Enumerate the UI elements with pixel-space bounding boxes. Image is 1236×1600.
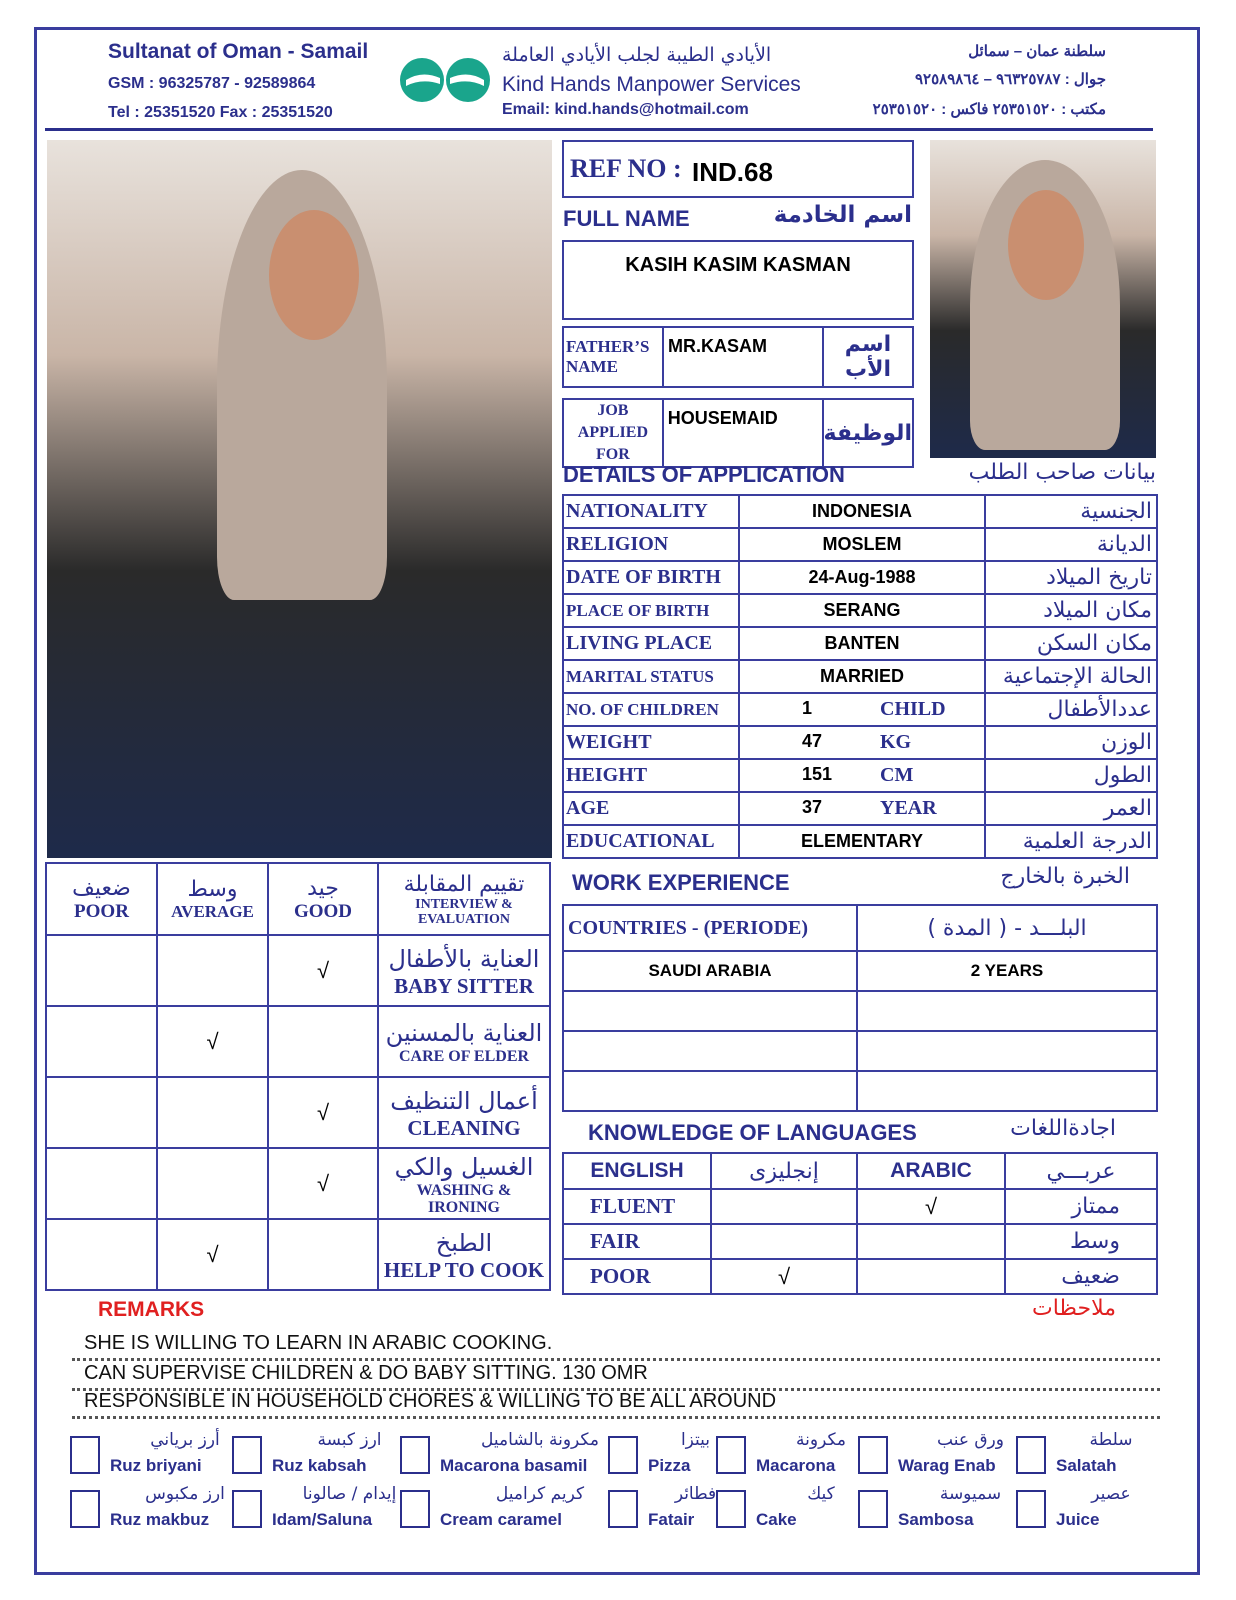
dish-checkbox[interactable] [70,1436,100,1474]
work-exp-row [563,951,1157,991]
eval-skill: BABY SITTER [394,973,534,998]
dish-name-en: Ruz kabsah [272,1456,367,1475]
details-value: INDONESIA [811,501,912,521]
english-level-cell[interactable] [711,1189,857,1224]
details-label-ar: مكان السكن [1036,631,1152,656]
details-label: PLACE OF BIRTH [566,600,710,620]
job-label-ar: الوظيفة [823,420,912,446]
eval-skill: WASHING & IRONING [416,1181,512,1216]
details-unit: KG [880,731,912,753]
details-value: 47 [802,731,823,751]
details-label: AGE [566,797,610,819]
eval-skill-ar: الطبخ [435,1228,493,1257]
dish-name-ar: ارز كبسة [317,1430,382,1450]
company-gsm-ar: جوال : ٩٦٣٢٥٧٨٧ – ٩٢٥٨٩٨٦٤ [914,71,1106,88]
eval-skill-ar: أعمال التنظيف [390,1086,538,1115]
company-gsm: GSM : 96325787 - 92589864 [108,75,316,92]
dish-name-en: Cream caramel [440,1510,562,1529]
dish-name-ar: فطائر [674,1484,717,1504]
dish-name-en: Juice [1056,1510,1100,1529]
company-location-ar: سلطنة عمان – سمائل [968,43,1106,60]
eval-skill: HELP TO COOK [383,1257,545,1282]
dish-checkbox[interactable] [858,1490,888,1528]
lang-english-label: ENGLISH [590,1159,684,1182]
details-label-ar: العمر [1103,796,1152,821]
eval-good-ar: جيد [307,875,339,901]
full-body-photo [47,140,552,858]
eval-average-cell[interactable] [157,1219,268,1290]
details-value: 151 [802,764,833,784]
eval-poor-cell[interactable] [46,1077,157,1148]
remarks-title: REMARKS [98,1298,205,1321]
check-mark: √ [777,1263,791,1289]
check-mark: √ [316,957,330,983]
portrait-photo [930,140,1156,458]
remarks-title-ar: ملاحظات [1032,1296,1116,1321]
ref-no-label: REF NO : [570,154,682,183]
details-title: DETAILS OF APPLICATION [563,462,845,487]
eval-good-cell[interactable] [268,1219,378,1290]
company-email: Email: kind.hands@hotmail.com [502,101,749,118]
dish-name-ar: كريم كراميل [495,1484,585,1504]
dish-name-en: Warag Enab [898,1456,996,1475]
dish-checkbox[interactable] [400,1490,430,1528]
details-label-ar: عددالأطفال [1047,697,1152,722]
dish-checkbox[interactable] [608,1490,638,1528]
work-countries-label-ar: البلـــد - ( المدة ) [927,915,1087,941]
details-value: 24-Aug-1988 [808,567,916,587]
language-level-row [563,1259,1157,1294]
eval-good: GOOD [293,900,353,922]
dish-checkbox[interactable] [70,1490,100,1528]
eval-skill-ar: الغسيل والكي [394,1152,534,1181]
details-label: NATIONALITY [566,500,708,522]
details-value: ELEMENTARY [800,831,923,851]
details-label: HEIGHT [566,764,648,786]
remark-divider [72,1416,1160,1419]
details-value: MARRIED [820,666,904,686]
language-level-row [563,1224,1157,1259]
details-row [563,528,1157,561]
eval-skill-ar: العناية بالأطفال [388,944,540,973]
arabic-level-cell[interactable] [857,1224,1005,1259]
details-label-ar: الحالة الإجتماعية [1002,664,1152,689]
evaluation-row [46,1148,550,1219]
lang-english-label-ar: إنجليزى [749,1158,819,1184]
kind-hands-logo [396,56,494,104]
lang-arabic-label-ar: عربـــي [1046,1158,1116,1184]
father-name-value: MR.KASAM [668,336,767,356]
company-tel: Tel : 25351520 Fax : 25351520 [108,104,333,121]
company-location: Sultanat of Oman - Samail [108,40,369,63]
dish-name-en: Fatair [648,1510,695,1529]
details-value: SERANG [823,600,901,620]
details-label-ar: الديانة [1096,532,1152,557]
eval-poor-cell[interactable] [46,1219,157,1290]
eval-title: INTERVIEW & EVALUATION [415,896,513,927]
job-label: JOB APPLIED FOR [577,402,649,463]
lang-level-label-ar: وسط [1070,1229,1120,1254]
details-label-ar: تاريخ الميلاد [1046,565,1152,590]
dish-name-ar: مكرونة [796,1430,846,1450]
lang-level-label: FAIR [590,1229,640,1253]
details-row [563,693,1157,726]
work-country: SAUDI ARABIA [648,961,772,980]
full-name-box [562,240,914,320]
evaluation-row [46,1006,550,1077]
eval-average: AVERAGE [171,901,254,921]
details-row [563,792,1157,825]
details-unit: CHILD [880,698,946,720]
details-label-ar: الطول [1093,763,1152,788]
eval-poor-cell[interactable] [46,935,157,1006]
remark-line-1: SHE IS WILLING TO LEARN IN ARABIC COOKING. [84,1332,553,1354]
details-value: MOSLEM [822,534,902,554]
dish-name-ar: مكرونة بالشاميل [481,1430,599,1450]
full-name-value: KASIH KASIM KASMAN [625,254,851,276]
father-name-label: FATHER’S NAME [566,337,650,376]
details-label-ar: مكان الميلاد [1043,598,1152,623]
dish-checkbox[interactable] [608,1436,638,1474]
dish-name-ar: كيك [807,1484,835,1504]
details-row [563,627,1157,660]
languages-title: KNOWLEDGE OF LANGUAGES [588,1120,917,1145]
english-level-cell[interactable] [711,1259,857,1294]
lang-level-label-ar: ضعيف [1061,1264,1120,1289]
eval-average-cell[interactable] [157,1148,268,1219]
work-countries-label: COUNTRIES - (PERIODE) [568,916,809,939]
eval-title-ar: تقييم المقابلة [403,871,525,897]
dish-name-ar: ارز مكبوس [145,1484,225,1504]
work-exp-row [563,1071,1157,1111]
work-exp-row [563,1031,1157,1071]
work-exp-title: WORK EXPERIENCE [572,870,790,895]
details-label-ar: الجنسية [1080,499,1152,524]
eval-average-cell[interactable] [157,1077,268,1148]
details-row [563,495,1157,528]
dish-name-ar: ورق عنب [937,1430,1004,1450]
dish-name-ar: أرز برياني [150,1430,220,1450]
english-level-cell[interactable] [711,1224,857,1259]
dish-checkbox[interactable] [232,1490,262,1528]
full-name-label-ar: اسم الخادمة [773,202,912,228]
remark-line-2: CAN SUPERVISE CHILDREN & DO BABY SITTING. 130 OMR [84,1362,648,1384]
check-mark: √ [316,1170,330,1196]
dish-checkbox[interactable] [1016,1490,1046,1528]
details-label: LIVING PLACE [566,632,713,654]
dish-checkbox[interactable] [716,1490,746,1528]
job-value: HOUSEMAID [667,408,778,428]
father-name-table [562,326,914,388]
check-mark: √ [206,1241,219,1267]
full-name-label: FULL NAME [563,206,690,231]
details-row [563,594,1157,627]
details-row [563,660,1157,693]
details-label: EDUCATIONAL [566,830,715,852]
details-label-ar: الوزن [1101,730,1152,755]
check-mark: √ [316,1099,330,1125]
dish-checkbox[interactable] [1016,1436,1046,1474]
dish-name-en: Cake [756,1510,797,1529]
work-exp-title-ar: الخبرة بالخارج [1000,864,1130,889]
lang-level-label-ar: ممتاز [1071,1194,1120,1219]
evaluation-row [46,1077,550,1148]
dish-name-en: Salatah [1056,1456,1117,1475]
dish-name-en: Macarona basamil [440,1456,588,1475]
ref-no-value: IND.68 [692,157,773,187]
eval-poor: POOR [74,900,129,922]
details-row [563,561,1157,594]
details-value: 37 [802,797,823,817]
dish-checkbox[interactable] [858,1436,888,1474]
details-title-ar: بيانات صاحب الطلب [968,460,1156,485]
header-divider [45,128,1153,131]
details-unit: CM [880,764,914,786]
details-label: NO. OF CHILDREN [566,699,719,719]
check-mark: √ [924,1193,938,1219]
remark-line-3: RESPONSIBLE IN HOUSEHOLD CHORES & WILLING TO BE ALL AROUND [84,1390,777,1412]
eval-poor-cell[interactable] [46,1006,157,1077]
details-unit: YEAR [880,797,937,819]
evaluation-row [46,935,550,1006]
details-label-ar: الدرجة العلمية [1022,829,1152,854]
lang-arabic-label: ARABIC [890,1159,972,1182]
eval-skill-ar: العناية بالمسنين [385,1019,543,1047]
evaluation-table [45,862,551,1291]
details-value: 1 [802,698,813,718]
dish-name-en: Macarona [756,1456,836,1475]
dish-name-ar: بيتزا [680,1430,711,1450]
details-row [563,825,1157,858]
dish-name-ar: إيدام / صالونا [302,1484,397,1504]
ref-no-box [562,140,914,198]
dish-name-en: Pizza [648,1456,691,1475]
work-period: 2 YEARS [970,961,1044,980]
eval-good-cell[interactable] [268,1077,378,1148]
details-label: RELIGION [566,533,669,555]
lang-level-label: FLUENT [590,1194,676,1218]
check-mark: √ [206,1028,219,1054]
details-row [563,759,1157,792]
dish-name-ar: سميوسة [939,1484,1002,1504]
evaluation-row [46,1219,550,1290]
eval-skill: CLEANING [407,1115,521,1140]
eval-average-cell[interactable] [157,935,268,1006]
dish-checkbox[interactable] [232,1436,262,1474]
company-tel-ar: مكتب : ٢٥٣٥١٥٢٠ فاكس : ٢٥٣٥١٥٢٠ [872,101,1106,118]
details-value: BANTEN [824,633,900,653]
eval-average-ar: وسط [187,876,238,902]
company-name-en: Kind Hands Manpower Services [502,73,801,96]
details-label: DATE OF BIRTH [566,566,721,588]
dish-name-en: Idam/Saluna [272,1510,373,1529]
father-name-label-ar: اسم الأب [844,332,892,382]
dish-checkbox[interactable] [400,1436,430,1474]
language-level-row [563,1189,1157,1224]
dish-name-en: Sambosa [898,1510,974,1529]
details-row [563,726,1157,759]
eval-poor-cell[interactable] [46,1148,157,1219]
remark-divider [72,1358,1160,1361]
company-name-ar: الأيادي الطيبة لجلب الأيادي العاملة [502,44,772,66]
eval-poor-ar: ضعيف [72,875,131,901]
lang-level-label: POOR [590,1264,651,1288]
dish-name-ar: عصير [1091,1484,1131,1504]
languages-table [562,1152,1158,1295]
languages-title-ar: اجادةاللغات [1010,1116,1116,1141]
eval-skill: CARE OF ELDER [398,1048,530,1065]
details-label: MARITAL STATUS [566,666,714,686]
dish-name-en: Ruz makbuz [110,1510,210,1529]
eval-average-cell[interactable] [157,1006,268,1077]
details-table [562,494,1158,859]
dish-name-en: Ruz briyani [110,1456,202,1475]
dish-checkbox[interactable] [716,1436,746,1474]
eval-good-cell[interactable] [268,935,378,1006]
eval-good-cell[interactable] [268,1148,378,1219]
arabic-level-cell[interactable] [857,1189,1005,1224]
dish-name-ar: سلطة [1089,1430,1133,1450]
arabic-level-cell[interactable] [857,1259,1005,1294]
work-exp-table [562,904,1158,1112]
job-table [562,398,914,468]
eval-good-cell[interactable] [268,1006,378,1077]
work-exp-row [563,991,1157,1031]
details-label: WEIGHT [566,731,652,753]
